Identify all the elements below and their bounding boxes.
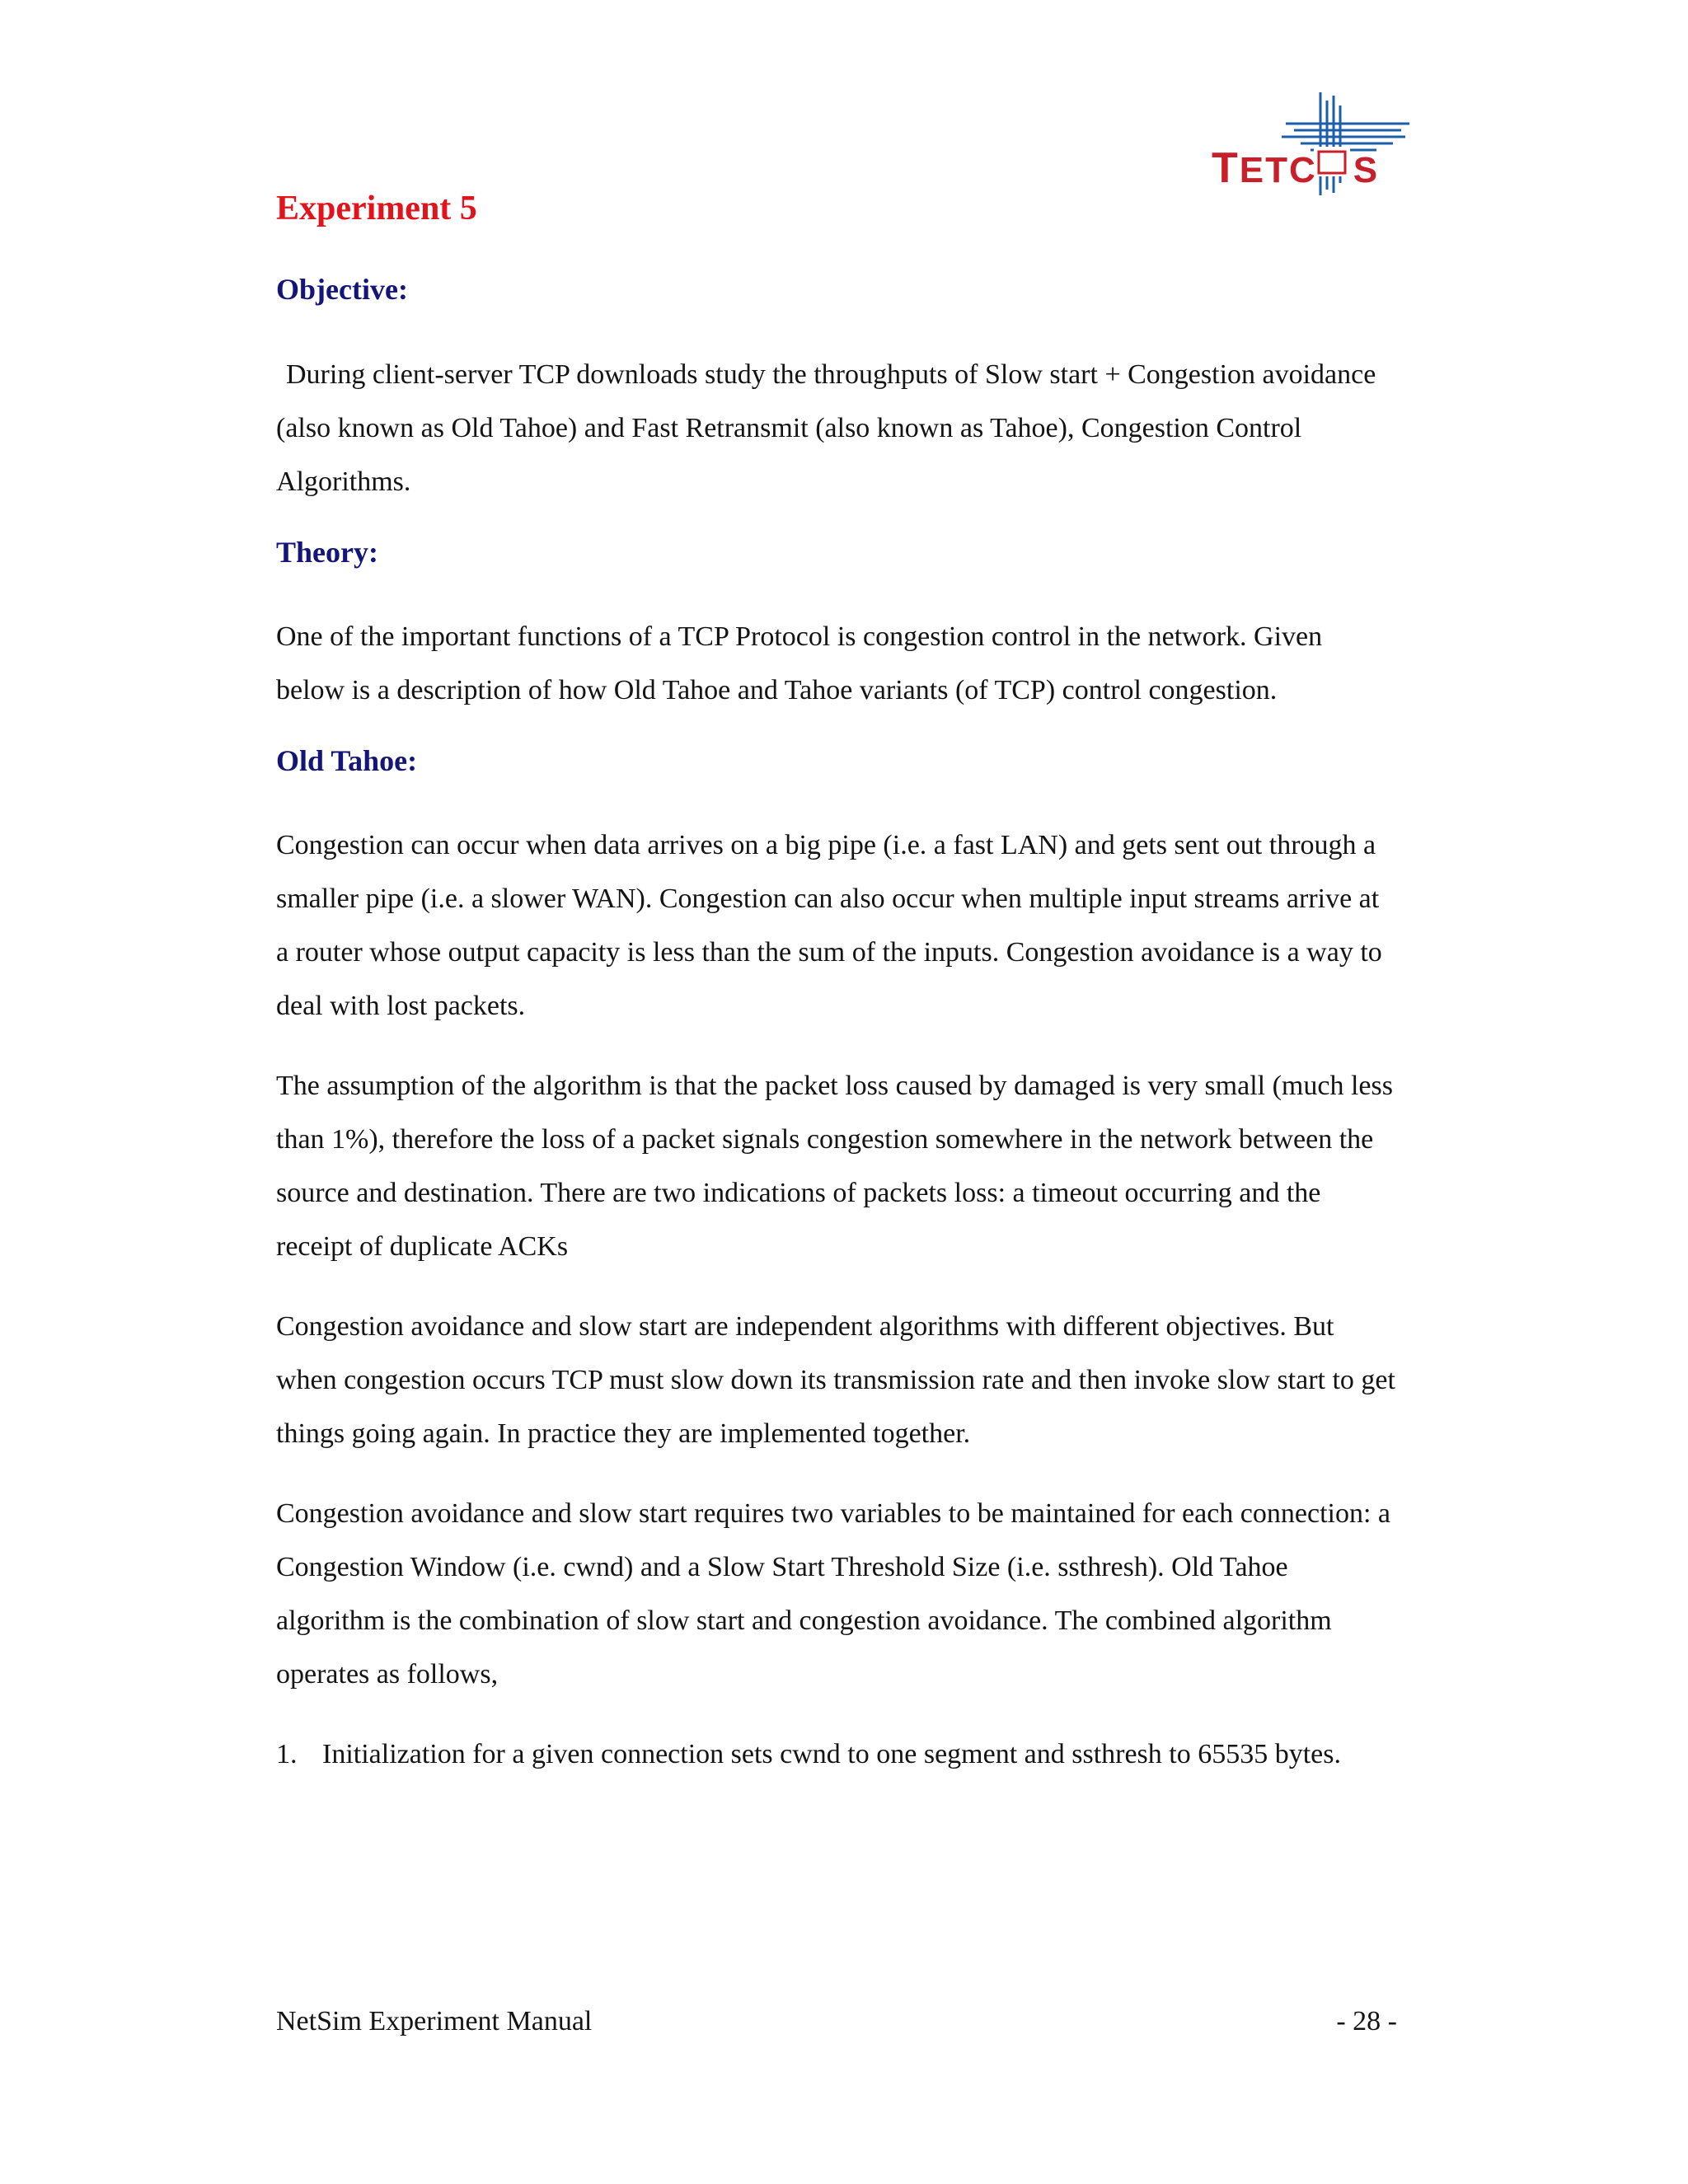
old-tahoe-paragraph-4: Congestion avoidance and slow start requires two variables to be maintained for each connection: a Congestion Window (i.e. cwnd) and a Slow Start Threshold Size (i.e. ssthresh). Old Tahoe algorithm is the combination of slow start and congestion avoidance. The combined algorithm operates as follows,: [276, 1497, 1390, 1690]
tetcos-logo: [1212, 92, 1409, 195]
objective-paragraph: During client-server TCP downloads study the throughputs of Slow start + Congestion avoidance (also known as Old Tahoe) and Fast Retransmit (also known as Tahoe), Congestion Control Algorithms.: [276, 359, 1376, 497]
list-item: [276, 1727, 1397, 1781]
footer-page-number: - 28 -: [1336, 2006, 1397, 2036]
tetcos-logo-text: TETC S: [1212, 144, 1380, 192]
document-content: [276, 188, 1397, 1781]
list-item-marker: 1.: [276, 1738, 298, 1769]
algorithm-steps-list: [276, 1727, 1397, 1781]
theory-heading: Theory:: [276, 535, 378, 569]
list-item-text: Initialization for a given connection sets cwnd to one segment and ssthresh to 65535 bytes.: [322, 1738, 1342, 1769]
theory-paragraph: One of the important functions of a TCP Protocol is congestion control in the network. Given below is a description of how Old Tahoe and Tahoe variants (of TCP) control congestion.: [276, 621, 1323, 705]
objective-heading: Objective:: [276, 273, 408, 307]
footer-manual-title: NetSim Experiment Manual: [276, 2006, 593, 2036]
old-tahoe-paragraph-2: The assumption of the algorithm is that the packet loss caused by damaged is very small (much less than 1%), therefore the loss of a packet signals congestion somewhere in the network between the source and destination. There are two indications of packets loss: a timeout occurring and the receipt of duplicate ACKs: [276, 1070, 1393, 1262]
old-tahoe-paragraph-1: Congestion can occur when data arrives on a big pipe (i.e. a fast LAN) and gets sent out through a smaller pipe (i.e. a slower WAN). Congestion can also occur when multiple input streams arrive at a router whose output capacity is less than the sum of the inputs. Congestion avoidance is a way to deal with lost packets.: [276, 829, 1382, 1021]
old-tahoe-paragraph-3: Congestion avoidance and slow start are independent algorithms with different objectives. But when congestion occurs TCP must slow down its transmission rate and then invoke slow start to get things going again. In practice they are implemented together.: [276, 1310, 1395, 1449]
experiment-title: Experiment 5: [276, 190, 477, 227]
old-tahoe-heading: Old Tahoe:: [276, 743, 418, 777]
